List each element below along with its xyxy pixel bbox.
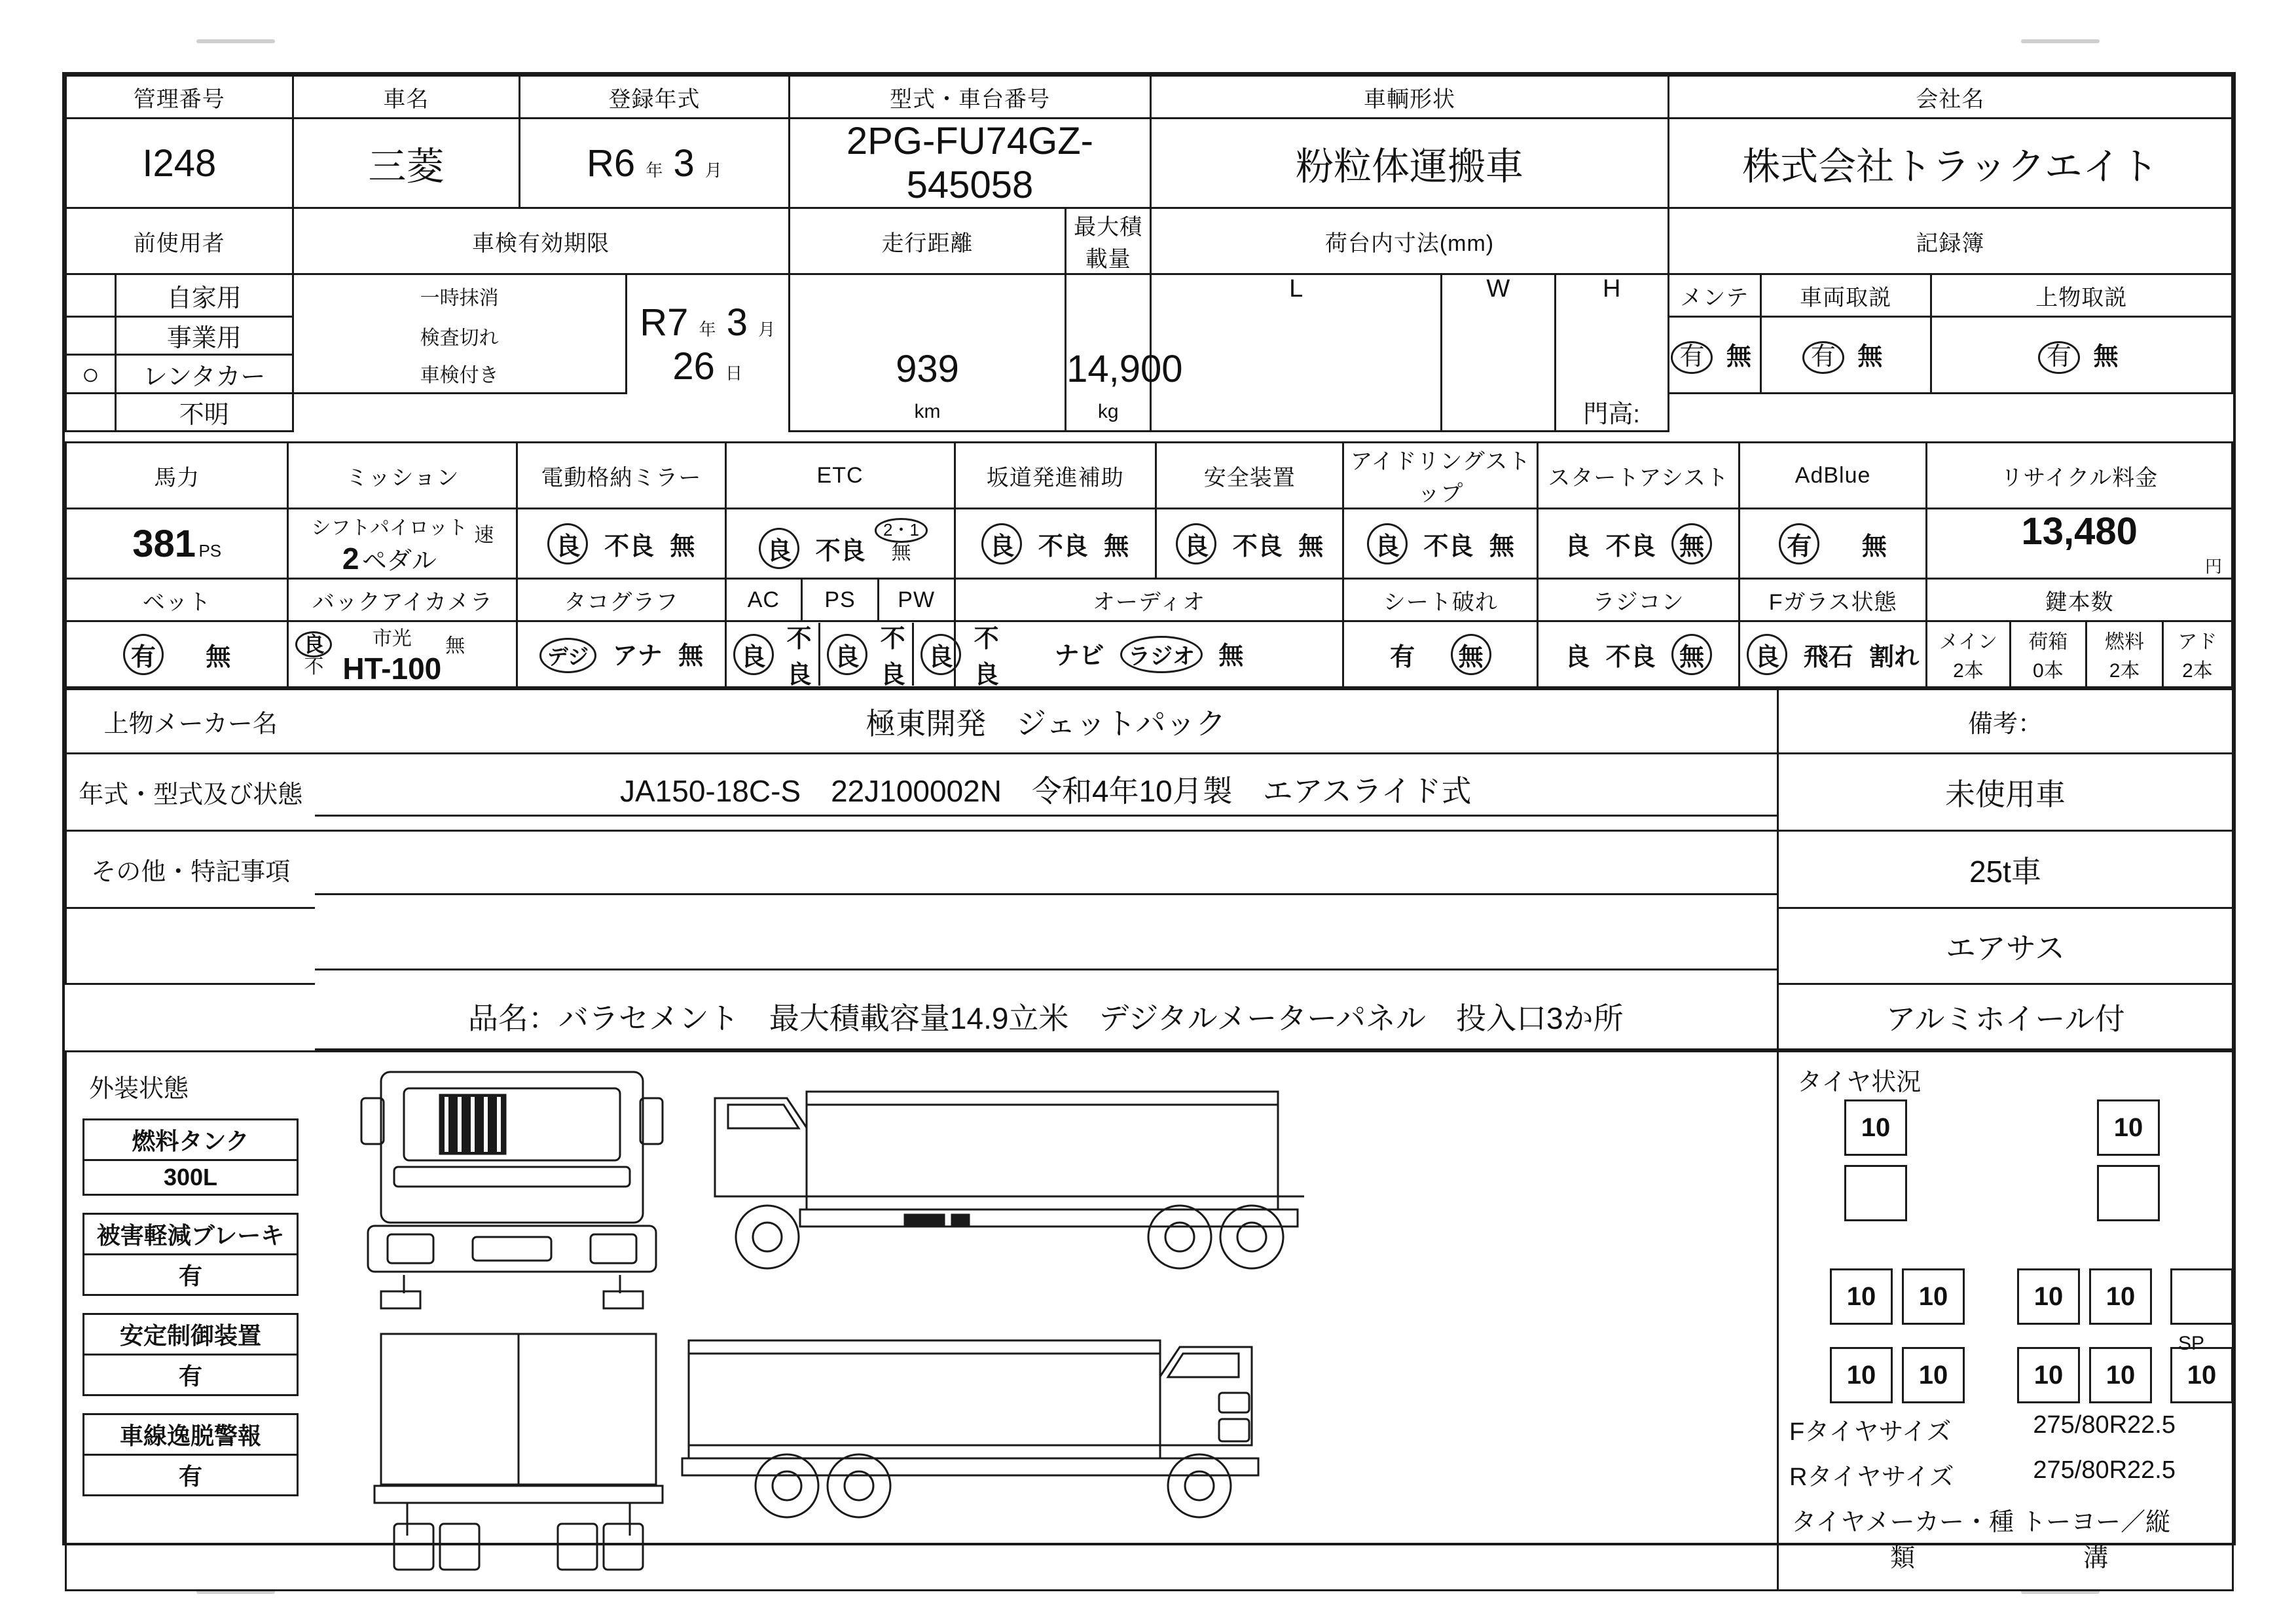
fglass-tobiishi[interactable]: 飛石	[1803, 643, 1853, 671]
shaken-spacer	[293, 394, 789, 432]
label-radicon: ラジコン	[1538, 579, 1740, 621]
value-fglass[interactable]	[1739, 621, 1926, 688]
truck-front-view	[361, 1072, 663, 1308]
idling-ryou[interactable]: 良	[1367, 523, 1408, 564]
r-tire-size-label: Rタイヤサイズ	[1789, 1464, 1954, 1491]
label-touroku: 登録年式	[520, 76, 790, 119]
ps-furyou[interactable]: 不良	[880, 625, 905, 689]
truck-rear-view	[374, 1334, 663, 1570]
tire-front-row	[1844, 1099, 2160, 1156]
label-kaisha: 会社名	[1668, 76, 2232, 119]
nenshiki-text: JA150-18C-S 22J100002N 令和4年10月製 エアスライド式	[315, 767, 1777, 817]
value-seat[interactable]	[1343, 621, 1538, 688]
truck-diagram-svg	[342, 1059, 1756, 1583]
kiroku-mente[interactable]	[1668, 317, 1760, 394]
esc-value: 有	[178, 1363, 202, 1390]
touroku-month-unit: 月	[704, 160, 722, 180]
block-gap	[65, 432, 2233, 441]
touroku-year: R6	[587, 141, 636, 185]
value-saidai	[1066, 274, 1183, 394]
label-anzen: 安全装置	[1156, 443, 1343, 509]
seat-ari[interactable]: 有	[1390, 643, 1415, 671]
label-shamei: 車名	[293, 76, 520, 119]
soukou-unit: km	[789, 394, 1065, 432]
tire-rear-row	[1830, 1347, 2233, 1403]
tire-front-right-empty	[2097, 1165, 2160, 1221]
bottom-block	[65, 1050, 2234, 1591]
seat-nashi[interactable]: 無	[1451, 634, 1491, 675]
truck-side-view-top	[715, 1092, 1304, 1268]
bed-ari[interactable]: 有	[123, 634, 164, 675]
label-biko: 備考：	[1778, 690, 2233, 754]
user-radio-rentacar[interactable]: ○	[66, 355, 116, 394]
tacho-ana[interactable]: アナ	[612, 642, 663, 670]
tire-rear-3: 10	[2017, 1347, 2080, 1403]
r-tire-size-value: 275/80R22.5	[2033, 1456, 2176, 1484]
label-ac: AC	[727, 580, 803, 620]
value-bed[interactable]	[66, 621, 288, 688]
tire-mid-row	[1830, 1268, 2233, 1325]
user-radio-jigyou[interactable]	[66, 317, 116, 355]
keys-ad-value: 2本	[2182, 660, 2213, 682]
audio-radio[interactable]: ラジオ	[1120, 636, 1203, 673]
tire-sp-label: SP	[2178, 1333, 2204, 1354]
tire-rear-4: 10	[2089, 1347, 2152, 1403]
label-bariki: 馬力	[66, 443, 288, 509]
fglass-ware[interactable]: 割れ	[1869, 643, 1920, 671]
fglass-ryou[interactable]: 良	[1747, 634, 1787, 675]
uwamono-nashi[interactable]: 無	[2093, 343, 2119, 371]
sharyou-nashi[interactable]: 無	[1857, 343, 1883, 371]
value-keijou: 粉粒体運搬車	[1151, 119, 1669, 208]
biko-3: エアサス	[1778, 908, 2233, 984]
label-keys: 鍵本数	[1927, 579, 2232, 621]
value-mirror[interactable]	[517, 509, 725, 579]
label-fglass: Fガラス状態	[1739, 579, 1926, 621]
radicon-furyou[interactable]: 不良	[1605, 643, 1656, 671]
keys-ad	[2162, 621, 2232, 688]
camera-ichikou[interactable]: 市光	[372, 628, 412, 650]
body-block	[65, 688, 2234, 1050]
f-tire-size-value: 275/80R22.5	[2033, 1411, 2176, 1439]
esc-label: 安定制御装置	[84, 1315, 297, 1356]
shaken-date	[626, 274, 789, 394]
assist-furyou[interactable]: 不良	[1605, 532, 1656, 561]
shaken-state-shakentsuki[interactable]: 車検付き	[293, 355, 626, 394]
label-mente: メンテ	[1668, 274, 1760, 317]
corner-mark-top-left	[196, 39, 275, 43]
label-nenshiki: 年式・型式及び状態	[66, 754, 315, 831]
value-sonota	[315, 831, 1778, 908]
user-label-jigyou: 事業用	[115, 317, 293, 355]
touroku-year-unit: 年	[646, 160, 663, 180]
label-uwamono-maker: 上物メーカー名	[66, 690, 315, 754]
value-touroku	[520, 119, 790, 208]
value-adblue[interactable]	[1739, 509, 1926, 579]
camera-fu[interactable]: 不	[304, 656, 324, 678]
ac-ryou[interactable]: 良	[733, 634, 774, 675]
mission-name: シフトパイロット	[311, 517, 468, 539]
tire-sp-value: 10	[2170, 1347, 2233, 1403]
aeb-label: 被害軽減ブレーキ	[84, 1215, 297, 1255]
label-shaken: 車検有効期限	[293, 208, 789, 274]
label-mission: ミッション	[288, 443, 517, 509]
kiroku-uwamono[interactable]	[1931, 317, 2232, 394]
sakamichi-furyou[interactable]: 不良	[1038, 532, 1088, 561]
biko-4: アルミホイール付	[1778, 984, 2233, 1050]
label-uwamono-torisetsu: 上物取説	[1931, 274, 2232, 317]
etc-furyou[interactable]: 不良	[815, 537, 866, 565]
user-radio-jikayou[interactable]	[66, 274, 116, 317]
tire-maker-value: トーヨー／縦溝	[2021, 1509, 2171, 1572]
label-ac-ps-pw	[725, 579, 955, 621]
ldw-value: 有	[178, 1463, 202, 1490]
keys-nenryou	[2086, 621, 2163, 688]
exterior-item-fuel-tank	[82, 1118, 299, 1196]
label-katashiki: 型式・車台番号	[789, 76, 1150, 119]
shaken-day-unit: 日	[725, 363, 743, 383]
dim-H-label: H	[1602, 275, 1621, 303]
etc-21[interactable]: 2・1	[875, 518, 928, 542]
value-sakamichi[interactable]	[955, 509, 1156, 579]
shaken-month-unit: 月	[758, 319, 776, 339]
etc-ryou[interactable]: 良	[759, 528, 799, 569]
value-anzen[interactable]	[1156, 509, 1343, 579]
label-ps: PS	[803, 580, 879, 620]
exterior-item-ldw	[82, 1413, 299, 1496]
value-tacho[interactable]	[517, 621, 725, 688]
label-adblue: AdBlue	[1739, 443, 1926, 509]
user-radio-fumei[interactable]	[66, 394, 116, 432]
label-sonota: その他・特記事項	[66, 831, 315, 908]
saidai-unit: kg	[1066, 394, 1151, 432]
keys-ad-label: アド	[2178, 631, 2217, 653]
sharyou-ari[interactable]: 有	[1802, 341, 1844, 374]
shaken-year-unit: 年	[699, 319, 716, 339]
label-tacho: タコグラフ	[517, 579, 725, 621]
label-sakamichi: 坂道発進補助	[955, 443, 1156, 509]
tacho-digi[interactable]: デジ	[539, 638, 596, 673]
value-etc[interactable]	[725, 509, 955, 579]
bariki-unit: PS	[198, 540, 222, 561]
mirror-ryou[interactable]: 良	[547, 523, 588, 564]
value-mission	[288, 509, 517, 579]
label-bed: ベット	[66, 579, 288, 621]
tire-mid-4: 10	[2089, 1268, 2152, 1325]
label-soukou: 走行距離	[789, 208, 1065, 274]
label-start-assist: スタートアシスト	[1538, 443, 1740, 509]
user-label-jikayou: 自家用	[115, 274, 293, 317]
fuel-tank-value: 300L	[163, 1164, 218, 1190]
pw-ryou[interactable]: 良	[920, 634, 961, 675]
exterior-title: 外装状態	[89, 1075, 189, 1103]
label-recycle: リサイクル料金	[1927, 443, 2232, 509]
camera-model: HT-100	[342, 652, 442, 686]
value-radicon[interactable]	[1538, 621, 1740, 688]
ps-ryou[interactable]: 良	[827, 634, 867, 675]
label-seat: シート破れ	[1343, 579, 1538, 621]
f-tire-size-label: Fタイヤサイズ	[1789, 1418, 1952, 1446]
header-block	[65, 75, 2233, 432]
kiroku-sharyou[interactable]	[1760, 317, 1931, 394]
sakamichi-nashi[interactable]: 無	[1104, 532, 1129, 561]
value-hinmei: 品名：バラセメント 最大積載容量14.9立米 デジタルメーターパネル 投入口3か所	[315, 984, 1778, 1050]
adblue-ari[interactable]: 有	[1779, 523, 1819, 564]
idling-furyou[interactable]: 不良	[1423, 532, 1474, 561]
bed-nashi[interactable]: 無	[206, 643, 231, 671]
tire-size-row-rear	[1789, 1456, 2221, 1492]
label-kanri-no: 管理番号	[66, 76, 293, 119]
tire-size-row-maker	[1789, 1502, 2221, 1574]
adblue-nashi[interactable]: 無	[1861, 532, 1887, 561]
exterior-item-esc	[82, 1313, 299, 1396]
label-kirokubo: 記録簿	[1668, 208, 2232, 274]
dim-L: L	[1151, 274, 1442, 394]
recycle-number: 13,480	[2021, 510, 2138, 553]
tire-rear-1: 10	[1830, 1347, 1893, 1403]
value-audio[interactable]	[955, 621, 1343, 688]
spec-block	[65, 441, 2233, 688]
exterior-and-illustration	[66, 1052, 1778, 1591]
value-kaisha: 株式会社トラックエイト	[1668, 119, 2232, 208]
anzen-furyou[interactable]: 不良	[1232, 532, 1283, 561]
uwamono-ari[interactable]: 有	[2038, 341, 2080, 374]
sakamichi-ryou[interactable]: 良	[981, 523, 1022, 564]
label-sharyou-torisetsu: 車両取説	[1760, 274, 1931, 317]
value-katashiki: 2PG-FU74GZ-545058	[789, 119, 1150, 208]
mon-takasa: 門高:	[1555, 394, 1668, 432]
label-keijou: 車輌形状	[1151, 76, 1669, 119]
tire-mid-1: 10	[1830, 1268, 1893, 1325]
dim-W-value	[1442, 394, 1555, 432]
keys-nibako-value: 0本	[2033, 660, 2064, 682]
user-label-rentacar: レンタカー	[115, 355, 293, 394]
dim-W: W	[1442, 274, 1555, 394]
dim-L-value	[1151, 394, 1442, 432]
value-camera[interactable]	[288, 621, 517, 688]
value-ac-ps-pw[interactable]	[725, 621, 999, 689]
tire-front-right: 10	[2097, 1099, 2160, 1156]
mission-pedal: ペダル	[361, 547, 437, 575]
saidai-number: 14,900	[1066, 347, 1183, 390]
value-start-assist[interactable]	[1538, 509, 1740, 579]
ac-furyou[interactable]: 不良	[786, 625, 812, 689]
sonota-line2	[315, 908, 1778, 984]
value-shamei: 三菱	[293, 119, 520, 208]
exterior-item-aeb	[82, 1213, 299, 1296]
keys-main-value: 2本	[1953, 660, 1984, 682]
tire-title: タイヤ状況	[1797, 1069, 1922, 1096]
shaken-state-kensakire[interactable]: 検査切れ	[293, 317, 626, 355]
etc-nashi[interactable]: 無	[891, 542, 911, 564]
value-idling[interactable]	[1343, 509, 1538, 579]
label-pw: PW	[898, 587, 936, 612]
keys-main	[1927, 621, 2010, 688]
sonota-text	[315, 845, 1777, 895]
assist-nashi[interactable]: 無	[1671, 523, 1712, 564]
fuel-tank-label: 燃料タンク	[84, 1120, 297, 1161]
value-recycle	[1927, 509, 2232, 579]
biko-2: 25t車	[1778, 831, 2233, 908]
value-bariki	[66, 509, 288, 579]
idling-nashi[interactable]: 無	[1489, 532, 1514, 561]
shaken-month: 3	[726, 301, 748, 344]
tire-size-table	[1789, 1411, 2221, 1574]
touroku-month: 3	[673, 141, 695, 185]
sheet-border	[62, 72, 2236, 1572]
biko-1: 未使用車	[1778, 754, 2233, 831]
assist-ryou[interactable]: 良	[1565, 532, 1590, 561]
label-etc: ETC	[725, 443, 955, 509]
mente-nashi[interactable]: 無	[1726, 343, 1752, 371]
tire-front-left-empty	[1844, 1165, 1907, 1221]
tire-panel	[1778, 1052, 2233, 1591]
tire-mid-2: 10	[1902, 1268, 1965, 1325]
ldw-label: 車線逸脱警報	[84, 1415, 297, 1456]
label-maeshiyousha: 前使用者	[66, 208, 293, 274]
truck-illustrations	[342, 1059, 1756, 1583]
tire-size-row-front	[1789, 1411, 2221, 1447]
audio-nashi[interactable]: 無	[1218, 642, 1244, 670]
label-nidai: 荷台内寸法(mm)	[1151, 208, 1669, 274]
shaken-state-ichiji[interactable]: 一時抹消	[293, 274, 626, 317]
aeb-value: 有	[178, 1263, 202, 1289]
keys-nibako	[2010, 621, 2086, 688]
tire-front-left: 10	[1844, 1099, 1907, 1156]
truck-side-view-bottom	[682, 1340, 1258, 1517]
value-kanri-no: I248	[66, 119, 293, 208]
tacho-nashi[interactable]: 無	[678, 642, 704, 670]
mission-speed-label: 速	[474, 525, 494, 546]
sonota-spacer	[66, 908, 315, 984]
bariki-number: 381	[132, 522, 196, 565]
mirror-furyou[interactable]: 不良	[604, 532, 654, 561]
radicon-ryou[interactable]: 良	[1565, 643, 1590, 671]
shaken-year: R7	[640, 301, 689, 344]
value-soukou	[789, 274, 1065, 394]
shaken-day: 26	[672, 344, 715, 388]
pw-furyou[interactable]: 不良	[974, 625, 999, 689]
anzen-ryou[interactable]: 良	[1176, 523, 1216, 564]
mission-speed: 2	[342, 541, 359, 576]
label-idling: アイドリングストップ	[1343, 443, 1538, 509]
corner-mark-top-right	[2021, 39, 2100, 43]
camera-ryou[interactable]: 良	[295, 631, 332, 657]
recycle-unit: 円	[2204, 557, 2222, 576]
label-mirror: 電動格納ミラー	[517, 443, 725, 509]
user-label-fumei: 不明	[115, 394, 293, 432]
radicon-nashi[interactable]: 無	[1671, 634, 1712, 675]
label-saidai: 最大積載量	[1066, 208, 1151, 274]
tire-sp-empty	[2170, 1268, 2233, 1325]
dim-H	[1555, 274, 1668, 394]
anzen-nashi[interactable]: 無	[1298, 532, 1324, 561]
keys-nenryou-value: 2本	[2109, 660, 2140, 682]
audio-navi[interactable]: ナビ	[1054, 642, 1104, 670]
camera-nashi[interactable]: 無	[445, 635, 465, 657]
soukou-number: 939	[896, 347, 959, 390]
tire-rear-2: 10	[1902, 1347, 1965, 1403]
keys-nibako-label: 荷箱	[2028, 631, 2068, 653]
keys-main-label: メイン	[1939, 631, 1998, 653]
label-audio: オーディオ	[955, 579, 1343, 621]
keys-nenryou-label: 燃料	[2105, 631, 2145, 653]
hinmei-spacer	[66, 984, 315, 1050]
kiroku-spacer	[1668, 394, 2232, 432]
value-uwamono-maker: 極東開発 ジェットパック	[315, 690, 1778, 754]
tire-mid-3: 10	[2017, 1268, 2080, 1325]
tire-maker-label: タイヤメーカー・種類	[1791, 1509, 2014, 1572]
label-camera: バックアイカメラ	[288, 579, 517, 621]
value-nenshiki	[315, 754, 1778, 831]
mirror-nashi[interactable]: 無	[670, 532, 695, 561]
mente-ari[interactable]: 有	[1671, 341, 1713, 374]
exterior-panel	[82, 1068, 318, 1513]
tire-front-row-empty	[1844, 1165, 2160, 1221]
